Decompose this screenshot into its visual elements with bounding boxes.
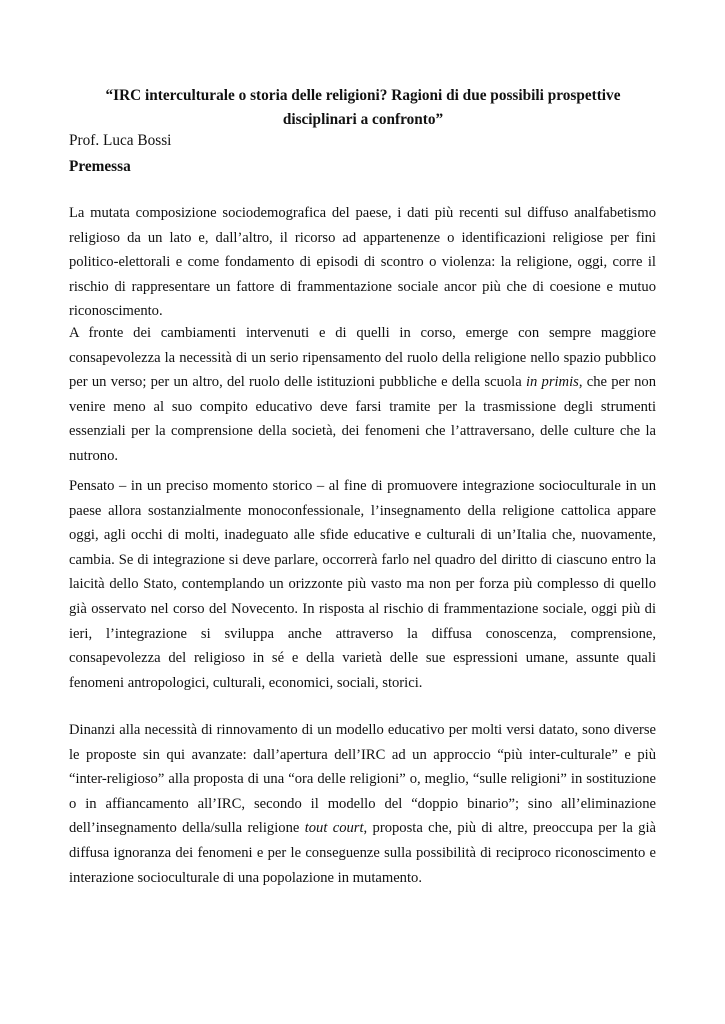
paragraph-2-text-a: A fronte dei cambiamenti intervenuti e di quelli in corso, emerge con sempre maggiore consapevolezza la necessità di un serio ripensamento del ruolo della religione nello spazio pubblico per un verso; per un altro, del ruolo delle istituzioni pubbliche e della scuola [69,325,656,391]
author-name: Prof. Luca Bossi [69,132,172,149]
paragraph-4-emphasis: tout court [304,820,364,837]
paragraph-3: Pensato – in un preciso momento storico – al fine di promuovere integrazione socioculturale in un paese allora sostanzialmente monoconfessionale, l’insegnamento della religione cattolica appare oggi, agli occhi di molti, inadeguato alle sfide educative e culturali di un’Italia che, nuovamente, cambia. Se di integrazione si deve parlare, occorrerà farlo nel quadro del diritto di ciascuno entro la laicità dello Stato, contemplando un orizzonte più vasto ma non per forza più complesso di quello già osservato nel corso del Novecento. In risposta al rischio di frammentazione sociale, oggi più di ieri, l’integrazione si sviluppa anche attraverso la diffusa conoscenza, comprensione, consapevolezza del religioso in sé e della varietà delle sue espressioni umane, assunte quali fenomeni antropologici, culturali, economici, sociali, storici. [69,478,656,691]
paragraph-2-emphasis: in primis [525,374,579,391]
section-heading: Premessa [69,158,131,175]
paragraph-1: La mutata composizione sociodemografica del paese, i dati più recenti sul diffuso analfabetismo religioso da un lato e, dall’altro, il ricorso ad appartenenze o identificazioni religiose per fini politico-elettorali e come fondamento di episodi di scontro o violenza: la religione, oggi, corre il rischio di rappresentare un fattore di frammentazione sociale ancor più che di coesione e mutuo riconoscimento. [69,205,656,320]
document-title: “IRC interculturale o storia delle religioni? Ragioni di due possibili prospettive disciplinari a confronto” [105,87,621,128]
paragraph-4-text-a: Dinanzi alla necessità di rinnovamento di un modello educativo per molti versi datato, sono diverse le proposte sin qui avanzate: dall’apertura dell’IRC ad un approccio “più inter-culturale” e più “inter-religioso” alla proposta di una “ora delle religioni” o, meglio, “sulle religioni” in sostituzione o in affiancamento all’IRC, secondo il modello del “doppio binario”; sino all’eliminazione dell’insegnamento della/sulla religione [69,722,656,837]
paragraph-4-text-b: , proposta che, più di altre, preoccupa per la già diffusa ignoranza dei fenomeni e per le conseguenze sulla possibilità di reciproco riconoscimento e interazione socioculturale di una popolazione in mutamento. [69,820,656,886]
paragraph-4 [69,718,656,890]
paragraph-2-text-b: , che per non venire meno al suo compito educativo deve farsi tramite per la trasmissione degli strumenti essenziali per la comprensione della società, dei fenomeni che l’attraversano, delle culture che la nutrono. [69,374,656,464]
paragraph-2 [69,321,656,469]
